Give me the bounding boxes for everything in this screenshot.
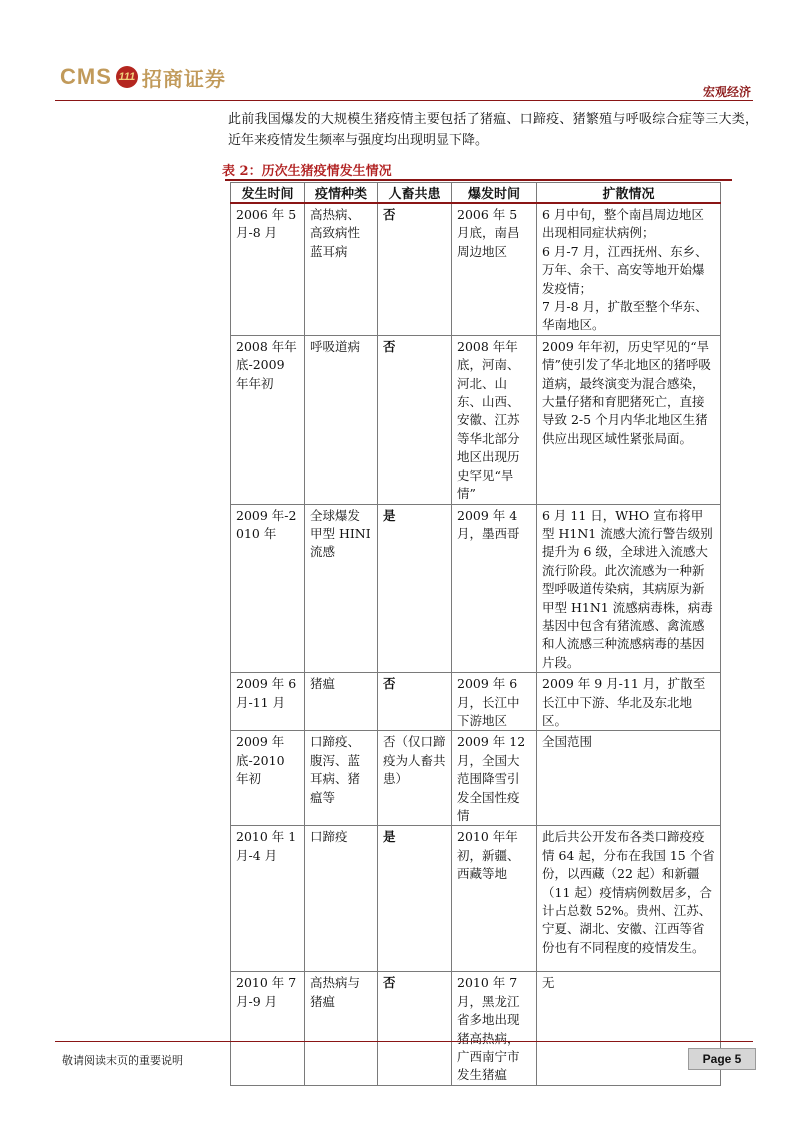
cell-type: 高热病、高致病性蓝耳病 [305,203,378,335]
table-header-row [231,183,721,204]
column-header: 人畜共患 [378,183,452,204]
cell-spread: 无 [537,972,721,1085]
column-header: 发生时间 [231,183,305,204]
cell-spread: 全国范围 [537,731,721,826]
cell-zoonotic: 是 [378,504,452,673]
cell-time: 2009 年-2010 年 [231,504,305,673]
cell-time: 2009 年底-2010 年初 [231,731,305,826]
cell-type: 口蹄疫 [305,826,378,972]
logo-latin-text: CMS [60,64,112,89]
logo-badge-icon: 111 [116,66,138,88]
cell-zoonotic: 否（仅口蹄疫为人畜共患） [378,731,452,826]
cell-outbreak: 2009 年 12 月，全国大范围降雪引发全国性疫情 [452,731,537,826]
column-header: 爆发时间 [452,183,537,204]
cell-spread: 6 月 11 日，WHO 宣布将甲型 H1N1 流感大流行警告级别提升为 6 级，全球进入流感大流行阶段。此次流感为一种新型呼吸道传染病，其病原为新甲型 H1N1 流感病毒株，病毒基因中包含有猪流感、禽流感和人流感三种流感病毒的基因片段。 [537,504,721,673]
cell-time: 2006 年 5 月-8 月 [231,203,305,335]
cell-outbreak: 2009 年 6 月，长江中下游地区 [452,673,537,731]
table-top-rule [225,179,732,181]
cell-zoonotic: 否 [378,673,452,731]
company-logo [60,60,226,94]
footer-divider [55,1041,753,1042]
table-row [231,335,721,504]
cell-spread: 2009 年年初，历史罕见的“旱情”使引发了华北地区的猪呼吸道病，最终演变为混合感染，大量仔猪和育肥猪死亡，直接导致 2-5 个月内华北地区生猪供应出现区域性紧张局面。 [537,335,721,504]
cell-zoonotic: 否 [378,972,452,1085]
epidemic-table [230,182,721,1086]
logo-chinese-text: 招商证券 [141,66,226,91]
cell-outbreak: 2010 年 7 月，黑龙江省多地出现猪高热病，广西南宁市发生猪瘟 [452,972,537,1085]
cell-zoonotic: 是 [378,826,452,972]
cell-outbreak: 2009 年 4 月，墨西哥 [452,504,537,673]
intro-paragraph: 此前我国爆发的大规模生猪疫情主要包括了猪瘟、口蹄疫、猪繁殖与呼吸综合症等三大类，近年来疫情发生频率与强度均出现明显下降。 [228,112,758,148]
section-label: 宏观经济 [702,85,751,99]
cell-spread: 此后共公开发布各类口蹄疫疫情 64 起，分布在我国 15 个省份，以西藏（22 起）和新疆（11 起）疫情病例数居多，合计占总数 52%。贵州、江苏、宁夏、湖北、安徽、江西等省份也有不同程度的疫情发生。 [537,826,721,972]
cell-zoonotic: 否 [378,335,452,504]
table-row [231,972,721,1085]
cell-outbreak: 2006 年 5 月底，南昌周边地区 [452,203,537,335]
header-divider [55,100,753,101]
table-row [231,826,721,972]
cell-time: 2009 年 6 月-11 月 [231,673,305,731]
table-row [231,731,721,826]
cell-type: 口蹄疫、腹泻、蓝耳病、猪瘟等 [305,731,378,826]
cell-time: 2008 年年底-2009 年年初 [231,335,305,504]
cell-outbreak: 2010 年年初，新疆、西藏等地 [452,826,537,972]
column-header: 扩散情况 [537,183,721,204]
table-row [231,203,721,335]
cell-time: 2010 年 1 月-4 月 [231,826,305,972]
table-row [231,504,721,673]
table-title: 表 2：历次生猪疫情发生情况 [222,164,392,179]
cell-type: 猪瘟 [305,673,378,731]
cell-type: 高热病与猪瘟 [305,972,378,1085]
cell-zoonotic: 否 [378,203,452,335]
column-header: 疫情种类 [305,183,378,204]
cell-outbreak: 2008 年年底，河南、河北、山东、山西、安徽、江苏等华北部分地区出现历史罕见“旱情” [452,335,537,504]
cell-type: 全球爆发甲型 HINI 流感 [305,504,378,673]
page-number: Page 5 [688,1048,756,1070]
cell-time: 2010 年 7 月-9 月 [231,972,305,1085]
cell-spread: 2009 年 9 月-11 月，扩散至长江中下游、华北及东北地区。 [537,673,721,731]
cell-type: 呼吸道病 [305,335,378,504]
table-row [231,673,721,731]
footer-note: 敬请阅读末页的重要说明 [62,1054,183,1067]
cell-spread: 6 月中旬，整个南昌周边地区出现相同症状病例； 6 月-7 月，江西抚州、东乡、万年、余干、高安等地开始爆发疫情； 7 月-8 月，扩散至整个华东、华南地区。 [537,203,721,335]
